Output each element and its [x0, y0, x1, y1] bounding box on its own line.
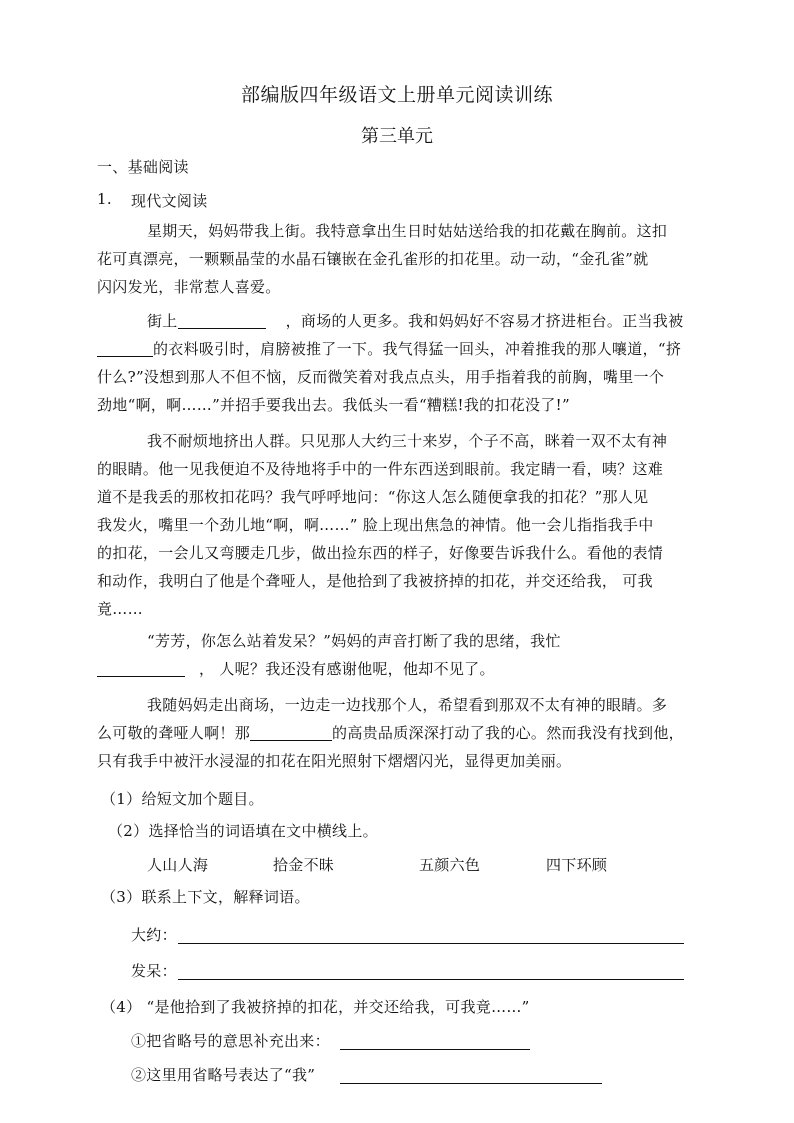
passage-line: 竟…… — [97, 600, 143, 618]
passage-line: 道不是我丢的那枚扣花吗？我气呼呼地问：“你这人怎么随便拿我的扣花？”那人见 — [97, 488, 649, 506]
passage-line — [97, 338, 681, 359]
passage-line — [97, 722, 684, 743]
passage-line: 星期天，妈妈带我上街。我特意拿出生日时姑姑送给我的扣花戴在胸前。这扣 — [147, 222, 668, 240]
question-label: 现代文阅读 — [131, 192, 208, 210]
section-heading: 一、基础阅读 — [97, 158, 189, 176]
passage-line: 我随妈妈走出商场，一边走一边找那个人，希望看到那双不太有神的眼睛。多 — [147, 696, 668, 714]
passage-line: 我发火，嘴里一个劲儿地“啊，啊……” 脸上现出焦急的神情。他一会儿指指我手中 — [97, 516, 654, 534]
passage-line — [97, 658, 495, 679]
passage-text: ，商场的人更多。我和妈妈好不容易才挤进柜台。正当我被 — [285, 312, 684, 330]
passage-text: 的高贵品质深深打动了我的心。然而我没有找到他， — [332, 724, 684, 742]
passage-line: 花可真漂亮，一颗颗晶莹的水晶石镶嵌在金孔雀形的扣花里。动一动，“金孔雀”就 — [97, 250, 649, 268]
sub-question: （1）给短文加个题目。 — [101, 790, 264, 808]
answer-label: 发呆： — [131, 962, 177, 980]
passage-text: 街上 — [147, 312, 178, 330]
answer-line[interactable] — [178, 943, 684, 944]
passage-line: 的扣花，一会儿又弯腰走几步，做出捡东西的样子，好像要告诉我什么。看他的表情 — [97, 544, 664, 562]
passage-line: 我不耐烦地挤出人群。只见那人大约三十来岁，个子不高，眯着一双不太有神 — [147, 432, 668, 450]
answer-label: 大约： — [131, 926, 177, 944]
passage-text: 的衣料吸引时，肩膀被推了一下。我气得猛一回头，冲着推我的那人嚷道，“挤 — [153, 340, 682, 358]
sub-question: （4） “是他拾到了我被挤掉的扣花，并交还给我，可我竟……” — [101, 998, 530, 1016]
word-choice: 四下环顾 — [546, 856, 608, 874]
passage-line — [147, 310, 683, 331]
passage-line: 什么?”没想到那人不但不恼，反而微笑着对我点点头，用手指着我的前胸，嘴里一个 — [97, 368, 665, 386]
passage-line: 的眼睛。他一见我便迫不及待地将手中的一件东西送到眼前。我定睛一看，咦？这难 — [97, 460, 664, 478]
fill-blank[interactable] — [178, 327, 266, 329]
sub-question: （3）联系上下文，解释词语。 — [101, 888, 310, 906]
answer-label: ②这里用省略号表达了“我” — [131, 1066, 316, 1084]
word-choice: 五颜六色 — [419, 856, 481, 874]
page-title: 部编版四年级语文上册单元阅读训练 — [240, 84, 553, 106]
passage-line: 只有我手中被汗水浸湿的扣花在阳光照射下熠熠闪光，显得更加美丽。 — [97, 752, 572, 770]
answer-line[interactable] — [340, 1083, 602, 1084]
answer-line[interactable] — [340, 1049, 530, 1050]
word-choice: 人山人海 — [147, 856, 209, 874]
sub-question: （2）选择恰当的词语填在文中横线上。 — [108, 822, 378, 840]
passage-line: 闪闪发光，非常惹人喜爱。 — [97, 278, 281, 296]
word-choice: 拾金不昧 — [273, 856, 335, 874]
fill-blank[interactable] — [250, 739, 332, 741]
passage-line: “芳芳，你怎么站着发呆？”妈妈的声音打断了我的思绪，我忙 — [147, 632, 561, 650]
answer-line[interactable] — [178, 979, 684, 980]
passage-text: ， 人呢？我还没有感谢他呢，他却不见了。 — [199, 660, 495, 678]
passage-text: 么可敬的聋哑人啊！那 — [97, 724, 251, 742]
passage-line: 劲地“啊，啊……”并招手要我出去。我低头一看“糟糕!我的扣花没了!” — [97, 396, 570, 414]
question-number: 1. — [97, 190, 112, 208]
passage-line: 和动作，我明白了他是个聋哑人，是他拾到了我被挤掉的扣花，并交还给我， 可我 — [97, 572, 653, 590]
answer-label: ①把省略号的意思补充出来： — [131, 1032, 330, 1050]
unit-title: 第三单元 — [361, 126, 433, 147]
fill-blank[interactable] — [97, 675, 185, 677]
fill-blank[interactable] — [97, 355, 153, 357]
